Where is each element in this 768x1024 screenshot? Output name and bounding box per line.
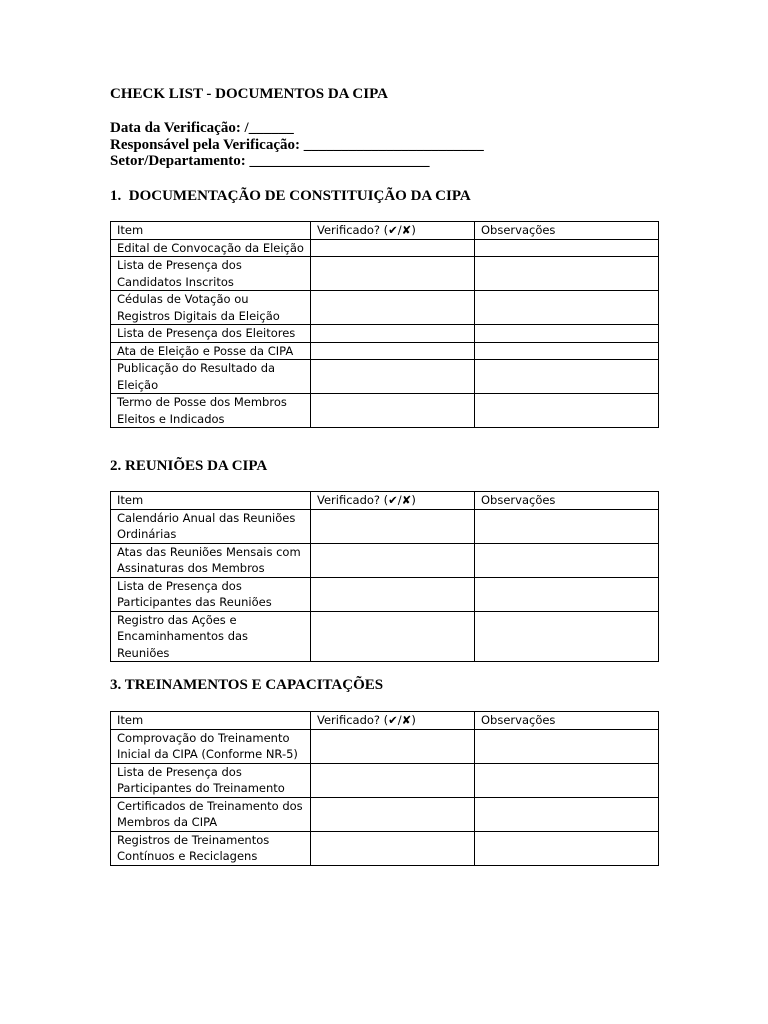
verified-cell[interactable]	[311, 509, 475, 543]
item-cell: Cédulas de Votação ou Registros Digitais da Eleição	[111, 291, 311, 325]
verified-cell[interactable]	[311, 291, 475, 325]
header-observations: Observações	[475, 222, 659, 240]
observations-cell[interactable]	[475, 239, 659, 257]
section-heading-constitution: 1. DOCUMENTAÇÃO DE CONSTITUIÇÃO DA CIPA	[110, 188, 471, 204]
observations-cell[interactable]	[475, 543, 659, 577]
verified-cell[interactable]	[311, 577, 475, 611]
observations-cell[interactable]	[475, 291, 659, 325]
table-row	[111, 325, 659, 343]
item-cell: Edital de Convocação da Eleição	[111, 239, 311, 257]
verification-info	[110, 120, 484, 170]
header-observations: Observações	[475, 492, 659, 510]
verified-cell[interactable]	[311, 729, 475, 763]
observations-cell[interactable]	[475, 257, 659, 291]
table-row	[111, 831, 659, 865]
table-header-row	[111, 222, 659, 240]
verified-cell[interactable]	[311, 325, 475, 343]
observations-cell[interactable]	[475, 763, 659, 797]
observations-cell[interactable]	[475, 509, 659, 543]
header-item: Item	[111, 492, 311, 510]
header-verified: Verificado? (✔/✘)	[311, 222, 475, 240]
item-cell: Publicação do Resultado da Eleição	[111, 360, 311, 394]
observations-cell[interactable]	[475, 577, 659, 611]
table-row	[111, 611, 659, 662]
header-observations: Observações	[475, 712, 659, 730]
verified-cell[interactable]	[311, 797, 475, 831]
section-heading-meetings: 2. REUNIÕES DA CIPA	[110, 458, 268, 474]
header-verified: Verificado? (✔/✘)	[311, 712, 475, 730]
item-cell: Lista de Presença dos Participantes das Reuniões	[111, 577, 311, 611]
observations-cell[interactable]	[475, 831, 659, 865]
constitution-checklist-table	[110, 221, 659, 428]
observations-cell[interactable]	[475, 360, 659, 394]
observations-cell[interactable]	[475, 797, 659, 831]
table-row	[111, 360, 659, 394]
table-row	[111, 577, 659, 611]
verified-cell[interactable]	[311, 239, 475, 257]
item-cell: Calendário Anual das Reuniões Ordinárias	[111, 509, 311, 543]
observations-cell[interactable]	[475, 325, 659, 343]
verified-cell[interactable]	[311, 342, 475, 360]
observations-cell[interactable]	[475, 611, 659, 662]
header-item: Item	[111, 222, 311, 240]
verified-cell[interactable]	[311, 611, 475, 662]
table-row	[111, 797, 659, 831]
training-checklist-table	[110, 711, 659, 866]
table-row	[111, 543, 659, 577]
verification-responsible-field[interactable]: Responsável pela Verificação: ________________________	[110, 136, 484, 153]
table-row	[111, 257, 659, 291]
item-cell: Lista de Presença dos Eleitores	[111, 325, 311, 343]
verification-sector-field[interactable]: Setor/Departamento: ________________________	[110, 153, 430, 169]
table-row	[111, 239, 659, 257]
table-row	[111, 509, 659, 543]
item-cell: Atas das Reuniões Mensais com Assinaturas dos Membros	[111, 543, 311, 577]
verified-cell[interactable]	[311, 543, 475, 577]
verified-cell[interactable]	[311, 360, 475, 394]
item-cell: Certificados de Treinamento dos Membros da CIPA	[111, 797, 311, 831]
verified-cell[interactable]	[311, 831, 475, 865]
section-heading-training: 3. TREINAMENTOS E CAPACITAÇÕES	[110, 677, 384, 693]
observations-cell[interactable]	[475, 729, 659, 763]
item-cell: Lista de Presença dos Candidatos Inscritos	[111, 257, 311, 291]
header-item: Item	[111, 712, 311, 730]
table-row	[111, 729, 659, 763]
table-row	[111, 342, 659, 360]
table-header-row	[111, 712, 659, 730]
item-cell: Registro das Ações e Encaminhamentos das Reuniões	[111, 611, 311, 662]
item-cell: Ata de Eleição e Posse da CIPA	[111, 342, 311, 360]
table-row	[111, 763, 659, 797]
verified-cell[interactable]	[311, 763, 475, 797]
verified-cell[interactable]	[311, 394, 475, 428]
item-cell: Registros de Treinamentos Contínuos e Reciclagens	[111, 831, 311, 865]
item-cell: Comprovação do Treinamento Inicial da CIPA (Conforme NR-5)	[111, 729, 311, 763]
item-cell: Lista de Presença dos Participantes do Treinamento	[111, 763, 311, 797]
table-header-row	[111, 492, 659, 510]
document-title: CHECK LIST - DOCUMENTOS DA CIPA	[110, 86, 388, 102]
header-verified: Verificado? (✔/✘)	[311, 492, 475, 510]
observations-cell[interactable]	[475, 394, 659, 428]
observations-cell[interactable]	[475, 342, 659, 360]
verified-cell[interactable]	[311, 257, 475, 291]
verification-date-field[interactable]: Data da Verificação: /______	[110, 120, 294, 136]
item-cell: Termo de Posse dos Membros Eleitos e Indicados	[111, 394, 311, 428]
meetings-checklist-table	[110, 491, 659, 662]
table-row	[111, 394, 659, 428]
table-row	[111, 291, 659, 325]
